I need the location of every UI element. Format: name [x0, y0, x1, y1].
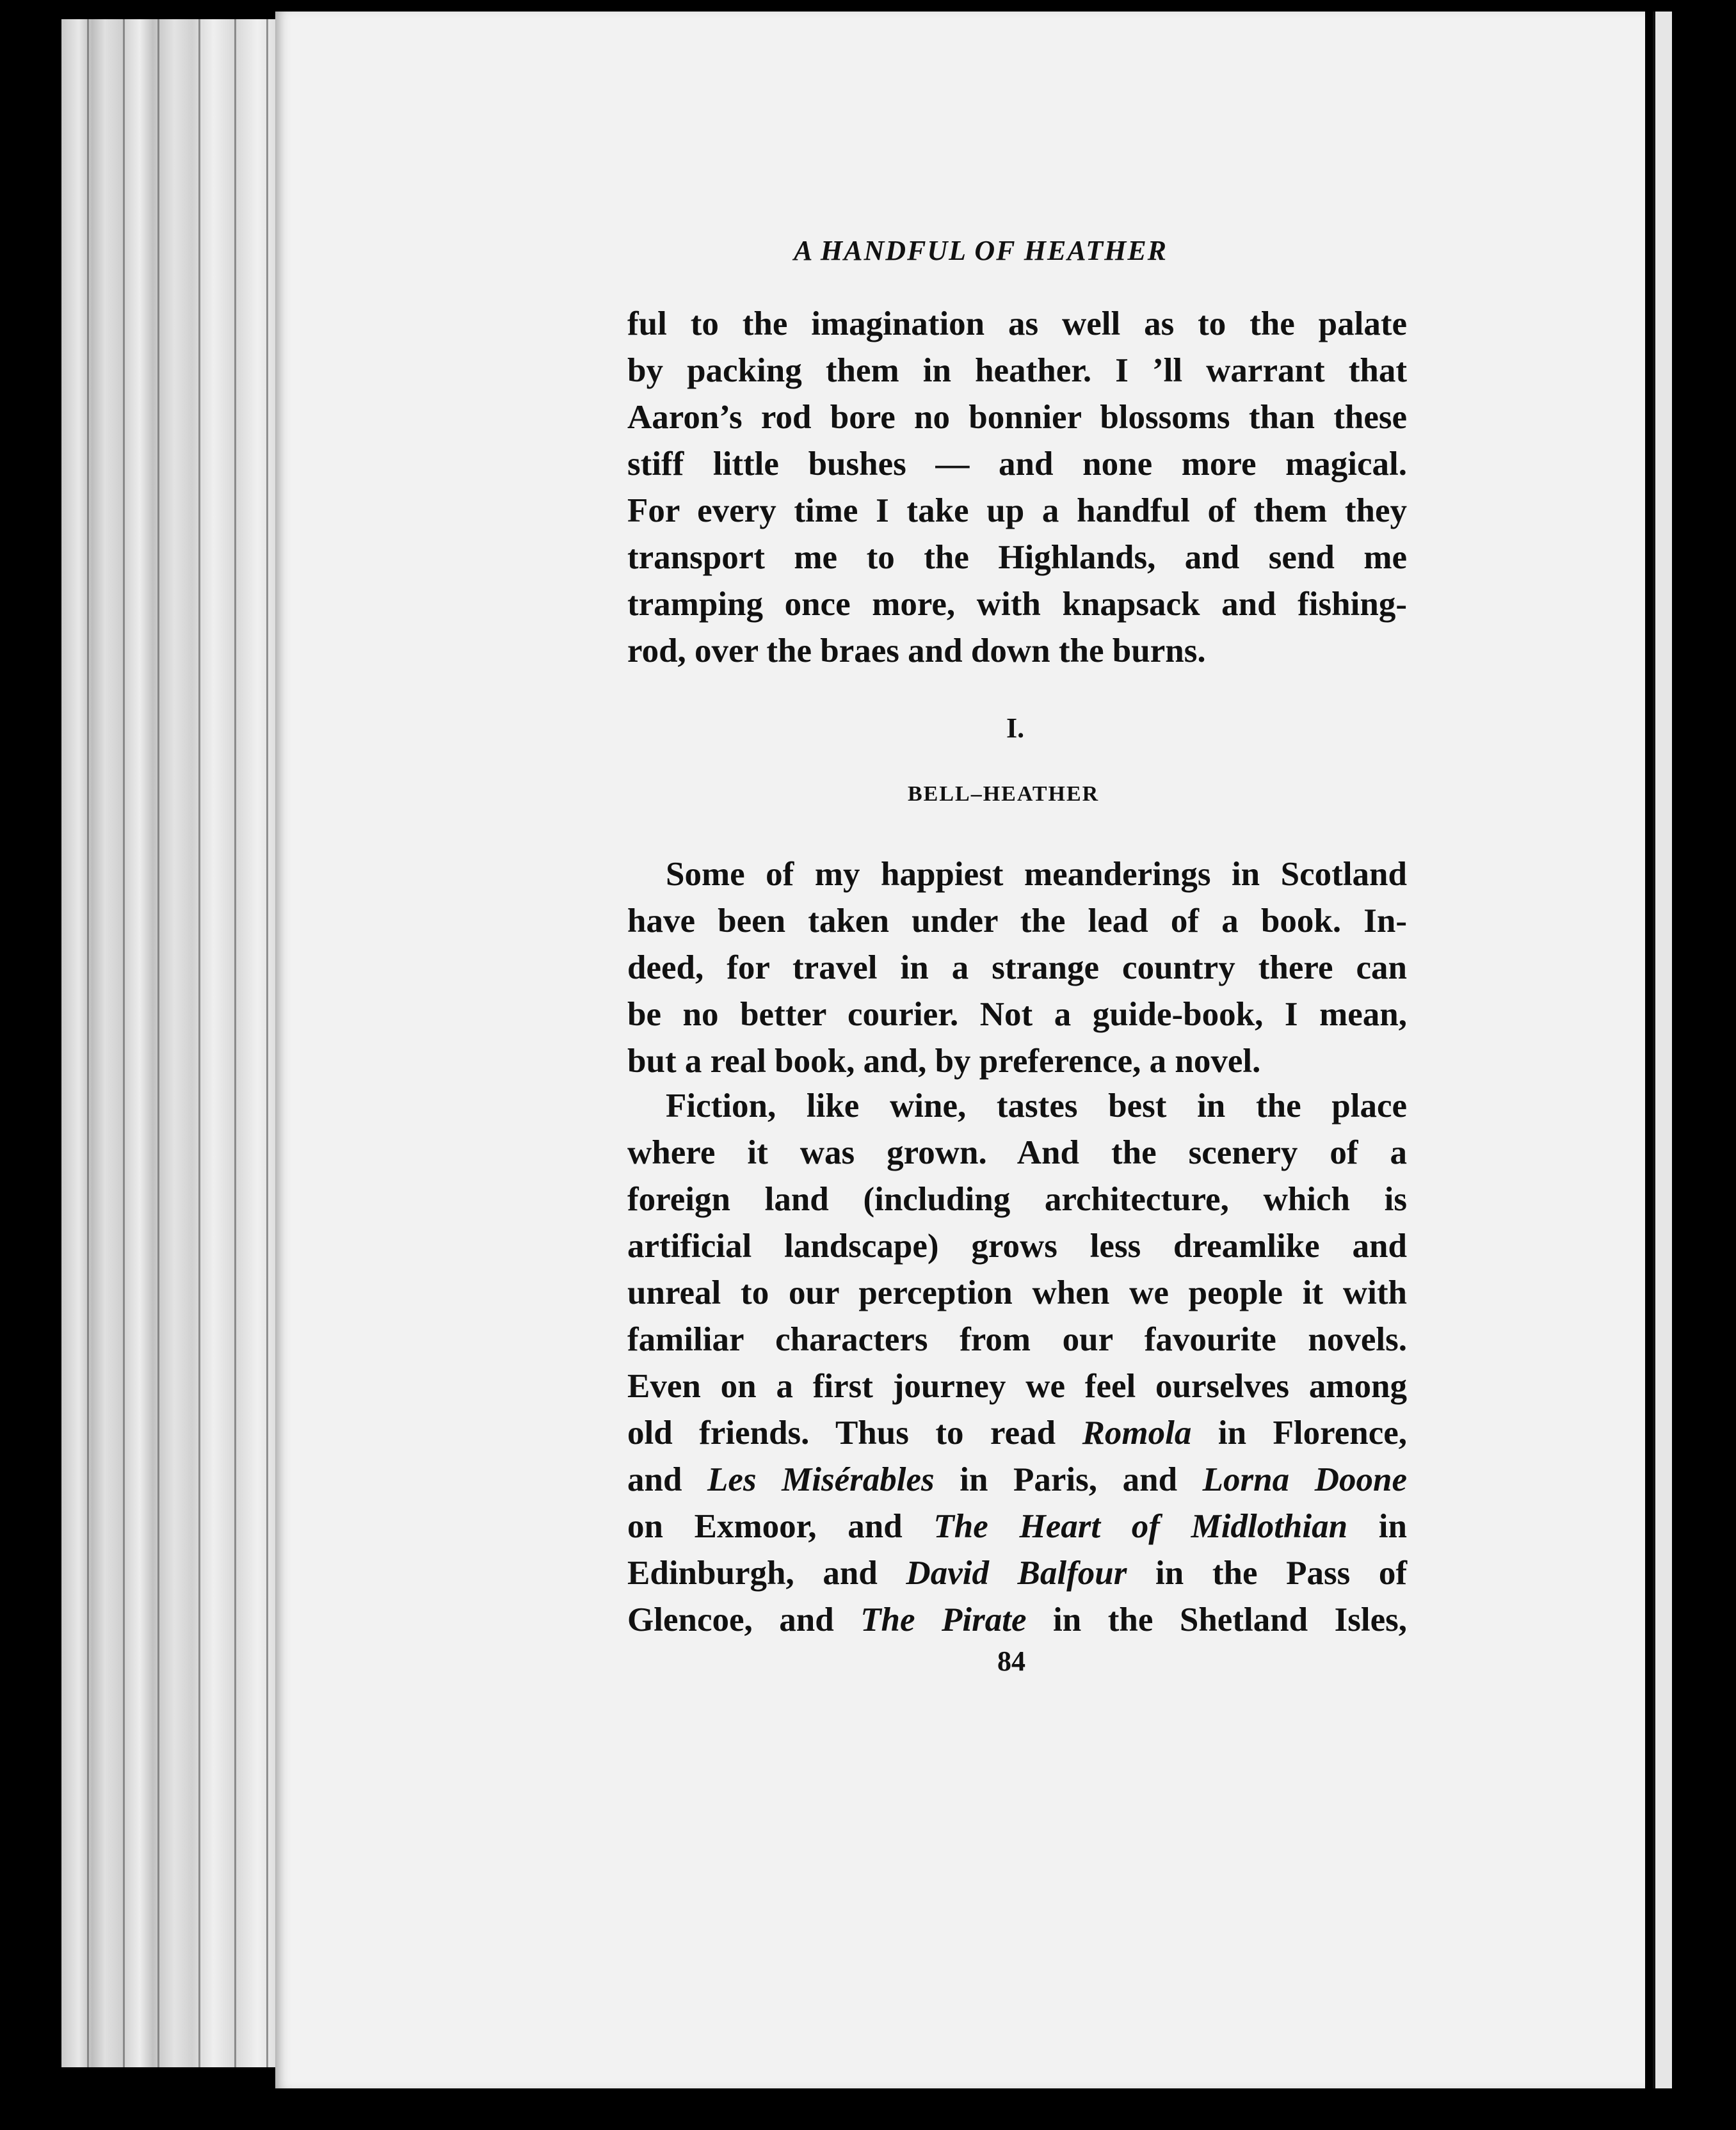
text-line: Even on a first journey we feel ourselves among	[627, 1368, 1407, 1405]
text-line	[627, 1410, 1407, 1457]
text-line: be no better courier. Not a guide-book, I mean,	[627, 996, 1407, 1033]
text-line	[627, 1457, 1407, 1503]
paragraph-continued	[627, 301, 1407, 675]
text-run: and	[627, 1461, 708, 1498]
page-number: 84	[997, 1646, 1025, 1677]
text-run: Edinburgh, and	[627, 1555, 906, 1592]
text-line: artificial landscape) grows less dreamlike and	[627, 1228, 1407, 1265]
text-line: stiff little bushes — and none more magical.	[627, 445, 1407, 483]
text-line: but a real book, and, by preference, a novel.	[627, 1043, 1261, 1080]
text-line	[627, 1597, 1407, 1644]
text-run: in Florence,	[1191, 1414, 1408, 1452]
book-title: Les Misérables	[707, 1461, 935, 1498]
text-line: Aaron’s rod bore no bonnier blossoms than these	[627, 399, 1407, 436]
book-title: The Heart of Midlothian	[933, 1508, 1348, 1545]
text-run: in the Shetland Isles,	[1026, 1601, 1408, 1638]
text-line: transport me to the Highlands, and send me	[627, 539, 1407, 576]
text-line: foreign land (including architecture, which is	[627, 1181, 1407, 1218]
book-page-edges	[61, 19, 279, 2067]
facing-page-edge	[1653, 12, 1672, 2088]
running-head: A HANDFUL OF HEATHER	[794, 235, 1168, 266]
text-line	[627, 1503, 1407, 1550]
text-line: familiar characters from our favourite novels.	[627, 1321, 1407, 1358]
text-line: tramping once more, with knapsack and fishing-	[627, 586, 1407, 623]
text-run: old friends. Thus to read	[627, 1414, 1082, 1452]
book-title: Lorna Doone	[1202, 1461, 1407, 1498]
book-title: David Balfour	[906, 1555, 1127, 1592]
section-number: I.	[1006, 712, 1025, 744]
book-title: Romola	[1082, 1414, 1192, 1452]
text-line: where it was grown. And the scenery of a	[627, 1134, 1407, 1171]
text-line: For every time I take up a handful of them they	[627, 492, 1407, 529]
section-title: BELL–HEATHER	[908, 782, 1100, 806]
text-line: unreal to our perception when we people it with	[627, 1274, 1407, 1311]
paragraph	[627, 851, 1407, 1085]
text-line: by packing them in heather. I ’ll warrant that	[627, 352, 1407, 389]
text-line: rod, over the braes and down the burns.	[627, 632, 1206, 669]
paragraph	[627, 1083, 1407, 1644]
text-line: Fiction, like wine, tastes best in the place	[666, 1087, 1407, 1125]
text-run: in Paris, and	[934, 1461, 1203, 1498]
text-line: have been taken under the lead of a book. In-	[627, 902, 1407, 940]
text-run: in the Pass of	[1127, 1555, 1407, 1592]
text-line: deed, for travel in a strange country there can	[627, 949, 1407, 986]
text-run: on Exmoor, and	[627, 1508, 934, 1545]
text-run: Glencoe, and	[627, 1601, 861, 1638]
text-line: ful to the imagination as well as to the palate	[627, 305, 1407, 342]
text-line	[627, 1550, 1407, 1597]
text-run: in	[1347, 1508, 1408, 1545]
book-title: The Pirate	[860, 1601, 1027, 1638]
text-line: Some of my happiest meanderings in Scotland	[666, 856, 1407, 893]
